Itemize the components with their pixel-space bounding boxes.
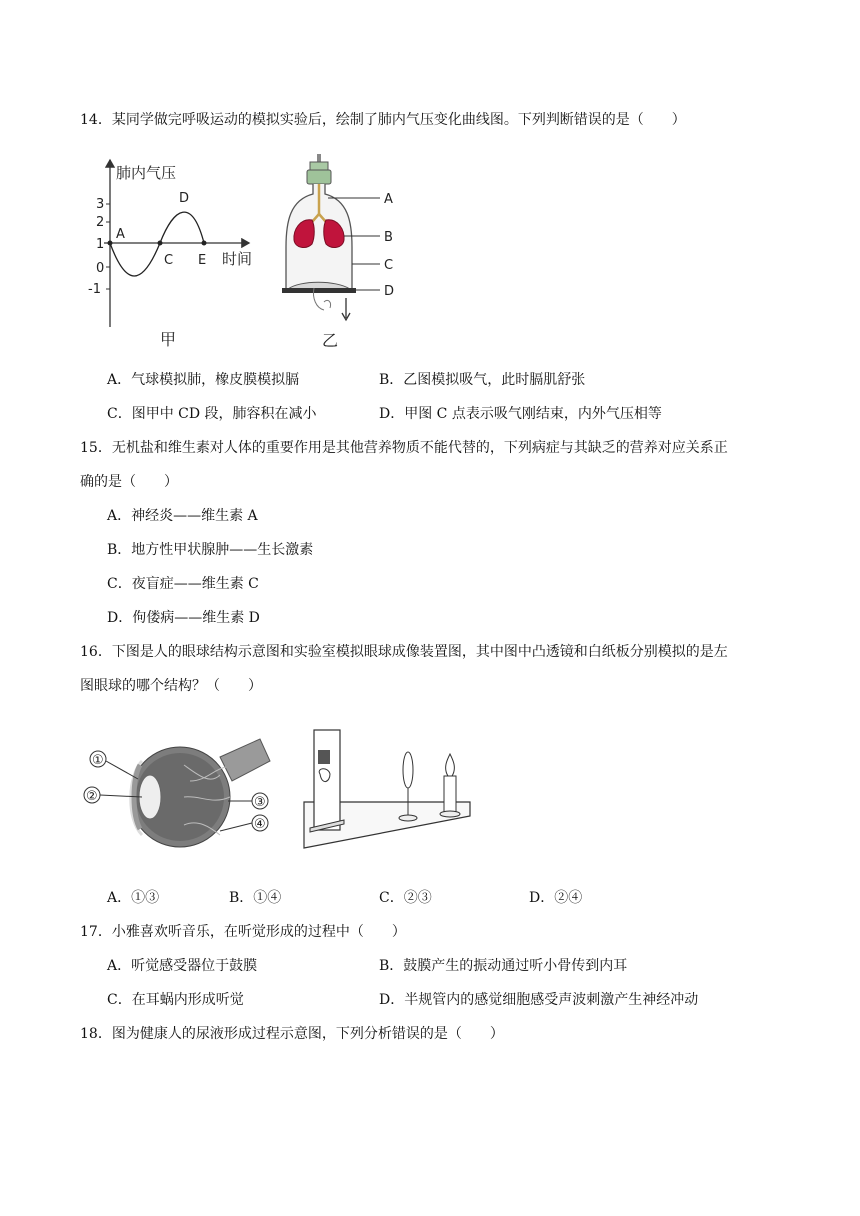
graph-ylabel: 肺内气压 bbox=[116, 164, 177, 182]
ytick-label: 0 bbox=[96, 261, 105, 276]
point-c bbox=[158, 241, 163, 246]
q14-option-b[interactable]: B．乙图模拟吸气，此时膈肌舒张 bbox=[379, 372, 586, 388]
candle-flame bbox=[446, 754, 455, 776]
graph-xlabel: 时间 bbox=[222, 250, 253, 268]
q15-option-b[interactable]: B．地方性甲状腺肿——生长激素 bbox=[107, 542, 314, 558]
q15-stem-line2: 确的是（ ） bbox=[80, 474, 178, 490]
point-label-a: A bbox=[116, 227, 125, 242]
ytick-label: 2 bbox=[96, 215, 105, 230]
eye-label-4: ④ bbox=[254, 817, 266, 832]
q14-option-d[interactable]: D．甲图 C 点表示吸气刚结束，内外气压相等 bbox=[379, 406, 662, 422]
q17-option-d[interactable]: D．半规管内的感觉细胞感受声波刺激产生神经冲动 bbox=[379, 992, 699, 1008]
point-label-e: E bbox=[198, 253, 207, 268]
q16-stem-line2: 图眼球的哪个结构？（ ） bbox=[80, 678, 262, 694]
eyeball-diagram bbox=[80, 735, 280, 855]
ytick-label: 3 bbox=[96, 197, 105, 212]
q17-option-a[interactable]: A．听觉感受器位于鼓膜 bbox=[107, 958, 258, 974]
label-d: D bbox=[384, 284, 395, 299]
q16-option-a[interactable]: A．①③ bbox=[107, 890, 160, 906]
candle bbox=[444, 776, 456, 812]
q15-option-c[interactable]: C．夜盲症——维生素 C bbox=[107, 576, 259, 592]
pressure-curve bbox=[110, 212, 207, 276]
q17-stem: 17．小雅喜欢听音乐，在听觉形成的过程中（ ） bbox=[80, 924, 406, 940]
eye-label-1: ① bbox=[92, 753, 104, 768]
ytick-label: 1 bbox=[96, 237, 105, 252]
eye-label-3: ③ bbox=[254, 795, 266, 810]
q15-option-d[interactable]: D．佝偻病——维生素 D bbox=[107, 610, 260, 626]
q18-stem: 18．图为健康人的尿液形成过程示意图，下列分析错误的是（ ） bbox=[80, 1026, 504, 1042]
q16-option-c[interactable]: C．②③ bbox=[379, 890, 432, 906]
ytick-label: -1 bbox=[88, 282, 101, 297]
pressure-curve-graph bbox=[84, 152, 284, 349]
optical-bench-apparatus bbox=[300, 730, 500, 850]
point-label-c: C bbox=[164, 253, 174, 268]
q17-option-c[interactable]: C．在耳蜗内形成听觉 bbox=[107, 992, 244, 1008]
point-a bbox=[108, 241, 113, 246]
point-label-d: D bbox=[179, 191, 190, 206]
label-c: C bbox=[384, 258, 394, 273]
white-board bbox=[314, 730, 340, 830]
q14-option-c[interactable]: C．图甲中 CD 段，肺容积在减小 bbox=[107, 406, 317, 422]
label-b: B bbox=[384, 230, 393, 245]
apparatus-caption: 乙 bbox=[322, 331, 339, 350]
q15-option-a[interactable]: A．神经炎——维生素 A bbox=[107, 508, 258, 524]
eye-label-2: ② bbox=[86, 789, 98, 804]
q16-option-d[interactable]: D．②④ bbox=[529, 890, 583, 906]
q17-option-b[interactable]: B．鼓膜产生的振动通过听小骨传到内耳 bbox=[379, 958, 628, 974]
label-a: A bbox=[384, 192, 393, 207]
graph-caption: 甲 bbox=[160, 330, 177, 349]
point-e bbox=[202, 241, 207, 246]
q14-option-a[interactable]: A．气球模拟肺，橡皮膜模拟膈 bbox=[107, 372, 300, 388]
q14-stem: 14．某同学做完呼吸运动的模拟实验后，绘制了肺内气压变化曲线图。下列判断错误的是（ ） bbox=[80, 112, 686, 128]
q16-option-b[interactable]: B．①④ bbox=[229, 890, 282, 906]
q16-stem-line1: 16．下图是人的眼球结构示意图和实验室模拟眼球成像装置图，其中图中凸透镜和白纸板分别模拟的是左 bbox=[80, 644, 728, 660]
convex-lens bbox=[403, 752, 413, 788]
lens bbox=[139, 775, 161, 819]
q15-stem-line1: 15．无机盐和维生素对人体的重要作用是其他营养物质不能代替的，下列病症与其缺乏的营养对应关系正 bbox=[80, 440, 728, 456]
bell-jar-apparatus bbox=[280, 152, 410, 352]
